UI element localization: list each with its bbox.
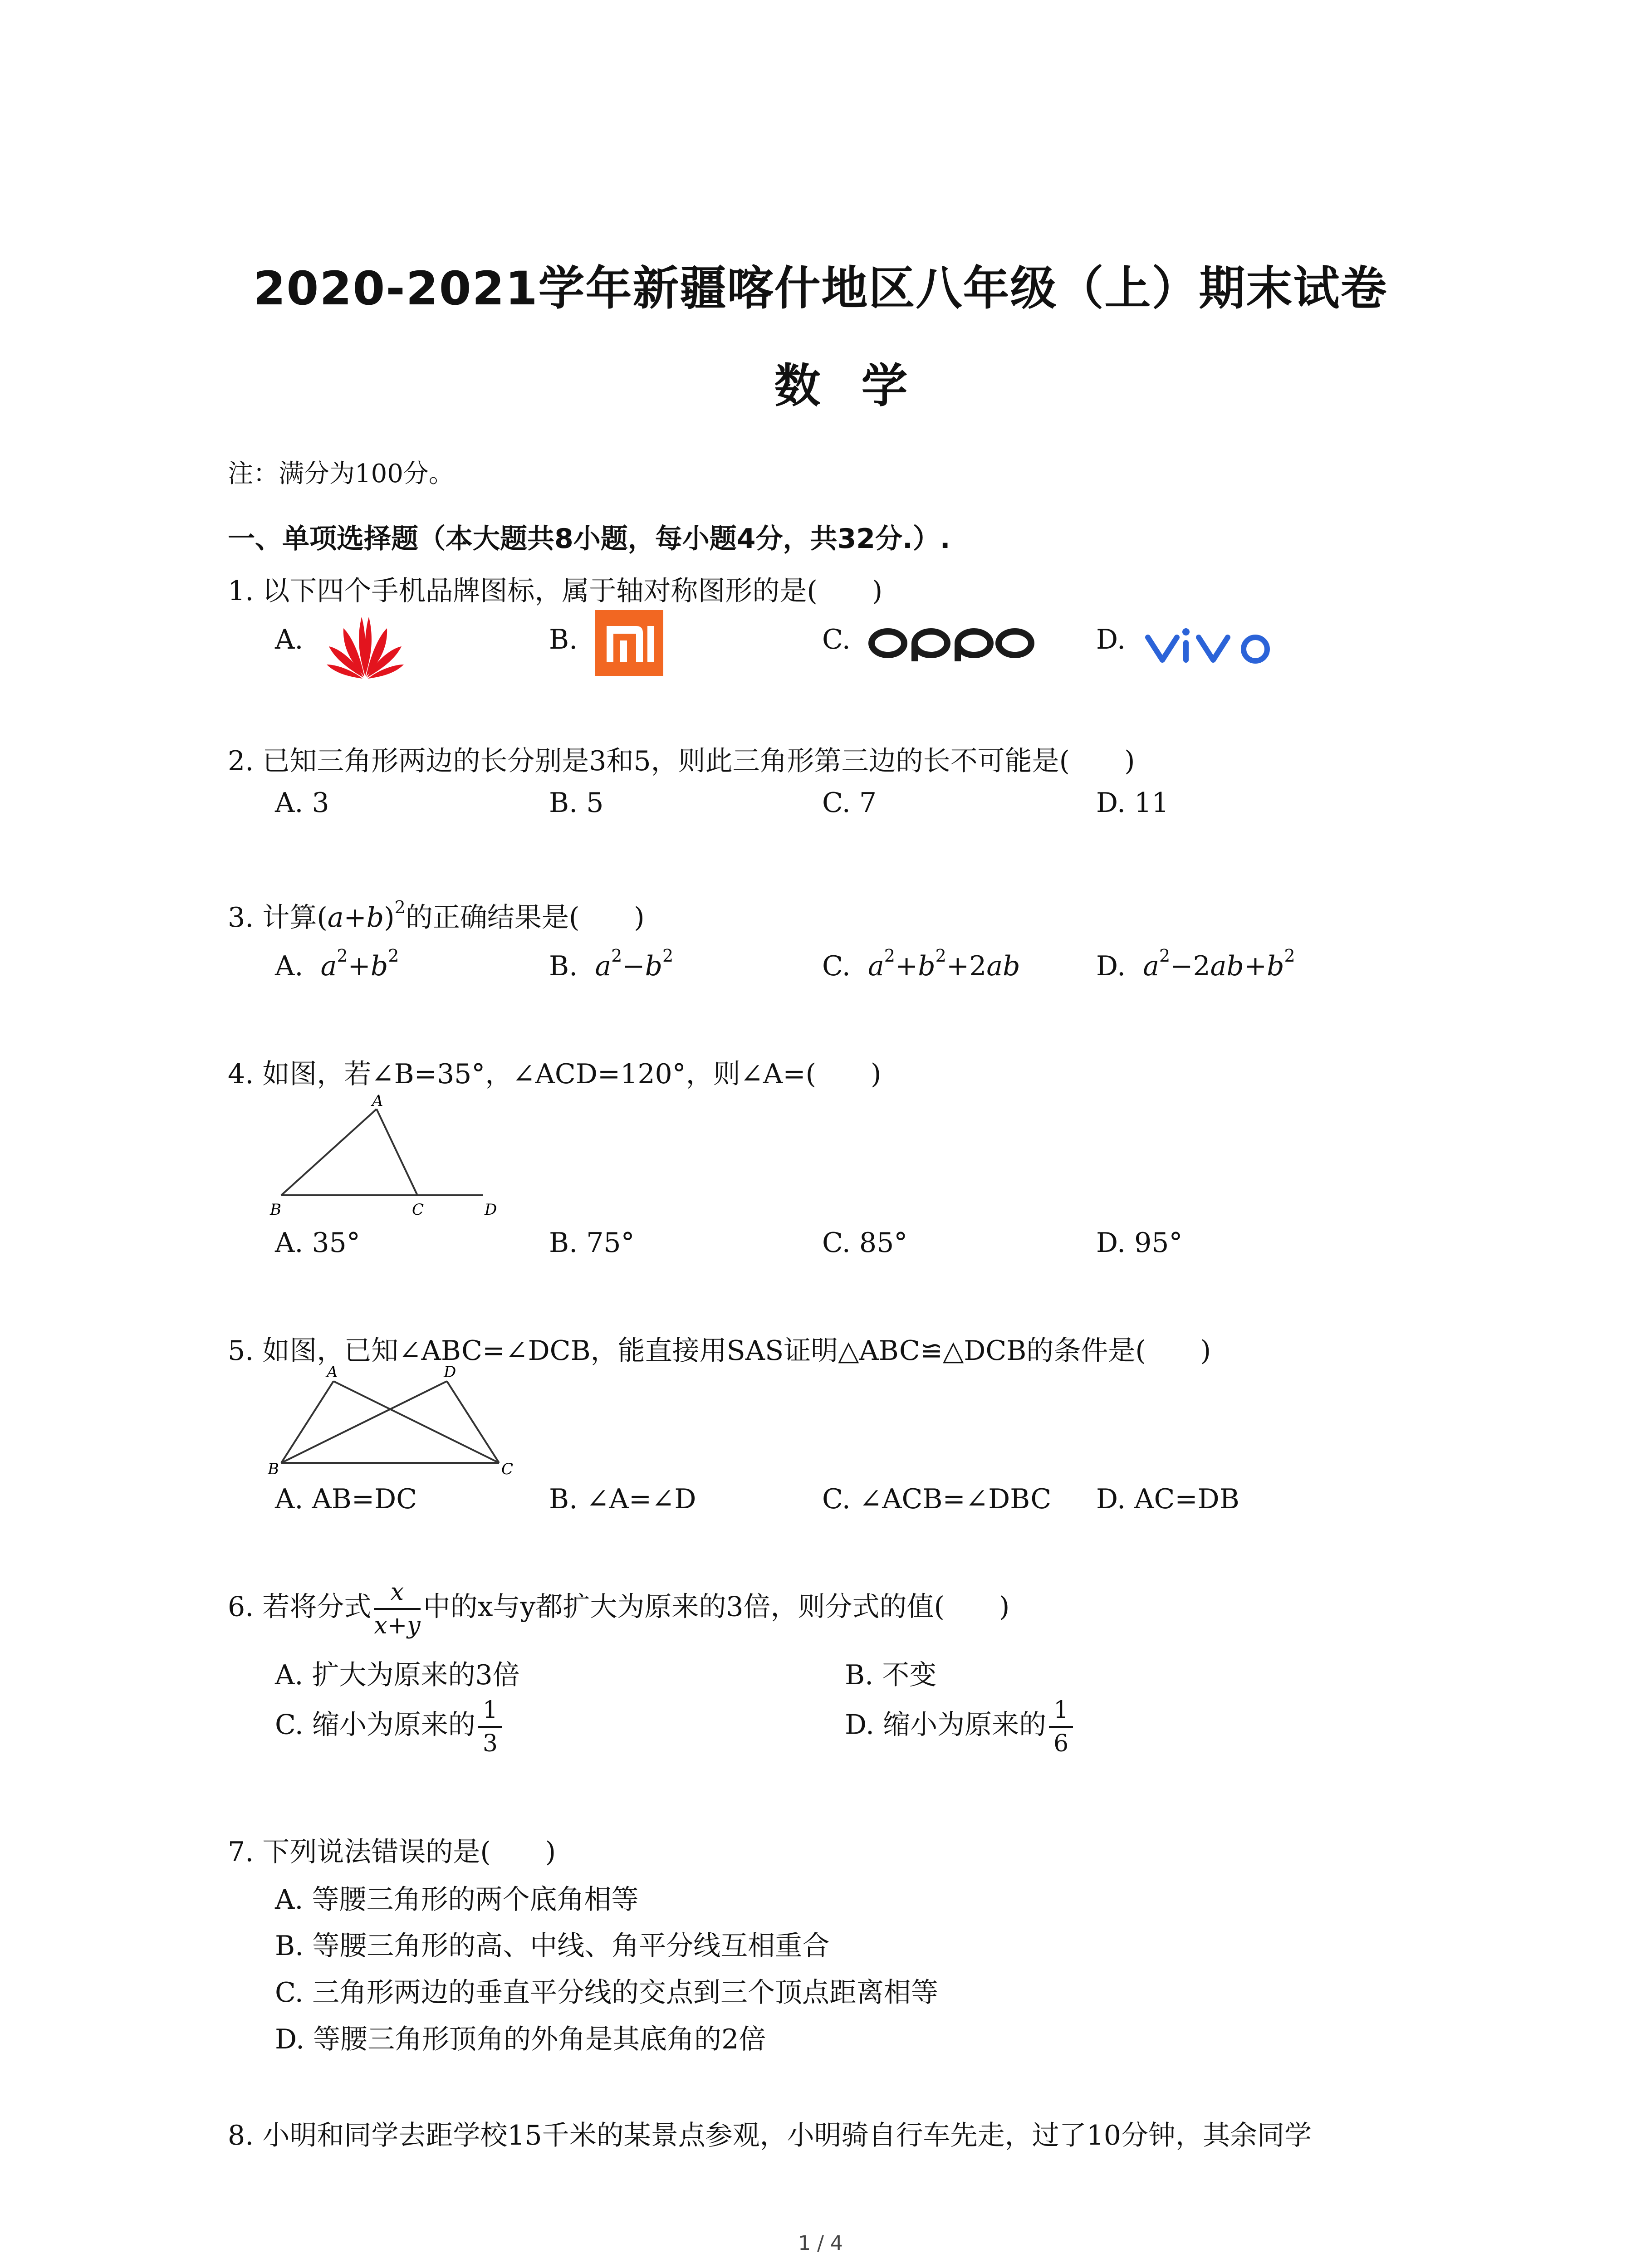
q3-option-a: A. $a^2+b^2$ <box>275 946 399 982</box>
fig5-label-c: C <box>501 1460 514 1478</box>
q7-option-d: D. 等腰三角形顶角的外角是其底角的2倍 <box>275 2024 766 2055</box>
q3-option-c: C. $a^2+b^2+2ab$ <box>822 946 1020 982</box>
subject-title: 数学 <box>774 359 949 413</box>
q6-option-b: B. 不变 <box>845 1659 937 1691</box>
question-3-stem: 3. 计算$(a+b)^2$的正确结果是( ) <box>228 897 645 934</box>
q7-option-c: C. 三角形两边的垂直平分线的交点到三个顶点距离相等 <box>275 1977 938 2009</box>
q3-option-b: B. $a^2-b^2$ <box>549 946 674 982</box>
question-5-stem: 5. 如图，已知∠ABC=∠DCB，能直接用SAS证明△ABC≌△DCB的条件是( ) <box>228 1335 1211 1367</box>
q6-option-d: D. 缩小为原来的 $\frac{1}{6}$ <box>845 1694 1076 1760</box>
exam-title: 2020-2021学年新疆喀什地区八年级（上）期末试卷 <box>253 262 1388 316</box>
vivo-logo <box>1144 624 1280 667</box>
section-heading: 一、单项选择题（本大题共8小题，每小题4分，共32分.）. <box>228 523 950 555</box>
q5-option-b: B. ∠A=∠D <box>549 1483 696 1515</box>
fig4-label-d: D <box>485 1201 497 1219</box>
q1-label-c: C. <box>822 624 851 655</box>
question-4-stem: 4. 如图，若∠B=35°，∠ACD=120°，则∠A=( ) <box>228 1058 882 1090</box>
page-number: 1 / 4 <box>798 2232 843 2255</box>
fig4-label-b: B <box>270 1201 281 1219</box>
fig4-label-c: C <box>412 1201 424 1219</box>
q4-option-d: D. 95° <box>1096 1227 1183 1259</box>
fig5-label-b: B <box>268 1460 279 1478</box>
triangles-figure-q5 <box>268 1361 522 1483</box>
huawei-logo <box>324 608 406 680</box>
q5-option-c: C. ∠ACB=∠DBC <box>822 1483 1052 1515</box>
question-7-stem: 7. 下列说法错误的是( ) <box>228 1836 556 1868</box>
q2-option-a: A. 3 <box>275 787 329 819</box>
q4-option-c: C. 85° <box>822 1227 908 1259</box>
question-2-stem: 2. 已知三角形两边的长分别是3和5，则此三角形第三边的长不可能是( ) <box>228 745 1135 777</box>
q4-option-b: B. 75° <box>549 1227 635 1259</box>
q2-option-b: B. 5 <box>549 787 604 819</box>
score-note: 注：满分为100分。 <box>228 459 454 489</box>
q6-fraction: $\frac{x}{x+y}$ <box>374 1576 420 1642</box>
fig5-label-d: D <box>444 1363 456 1381</box>
q1-label-d: D. <box>1096 624 1126 655</box>
q1-label-b: B. <box>549 624 578 655</box>
fig4-label-a: A <box>372 1093 383 1110</box>
question-6-stem: 6. 若将分式 $\frac{x}{x+y}$ 中的x与y都扩大为原来的3倍，则分式的值( ) <box>228 1576 1009 1642</box>
q7-option-b: B. 等腰三角形的高、中线、角平分线互相重合 <box>275 1930 830 1962</box>
q1-label-a: A. <box>275 624 304 655</box>
q6-option-c: C. 缩小为原来的 $\frac{1}{3}$ <box>275 1694 505 1760</box>
q4-option-a: A. 35° <box>275 1227 360 1259</box>
question-8-stem: 8. 小明和同学去距学校15千米的某景点参观，小明骑自行车先走，过了10分钟，其余同学 <box>228 2120 1312 2151</box>
q3-option-d: D. $a^2-2ab+b^2$ <box>1096 946 1295 982</box>
q6-option-a: A. 扩大为原来的3倍 <box>275 1659 520 1691</box>
fig5-label-a: A <box>327 1363 338 1381</box>
q5-option-a: A. AB=DC <box>275 1483 417 1515</box>
xiaomi-logo <box>595 610 663 676</box>
q2-option-c: C. 7 <box>822 787 877 819</box>
q2-option-d: D. 11 <box>1096 787 1169 819</box>
q5-option-d: D. AC=DB <box>1096 1483 1239 1515</box>
oppo-logo <box>867 625 1035 661</box>
q7-option-a: A. 等腰三角形的两个底角相等 <box>275 1884 639 1916</box>
triangle-figure-q4 <box>268 1093 513 1220</box>
question-1-stem: 1. 以下四个手机品牌图标，属于轴对称图形的是( ) <box>228 575 883 607</box>
